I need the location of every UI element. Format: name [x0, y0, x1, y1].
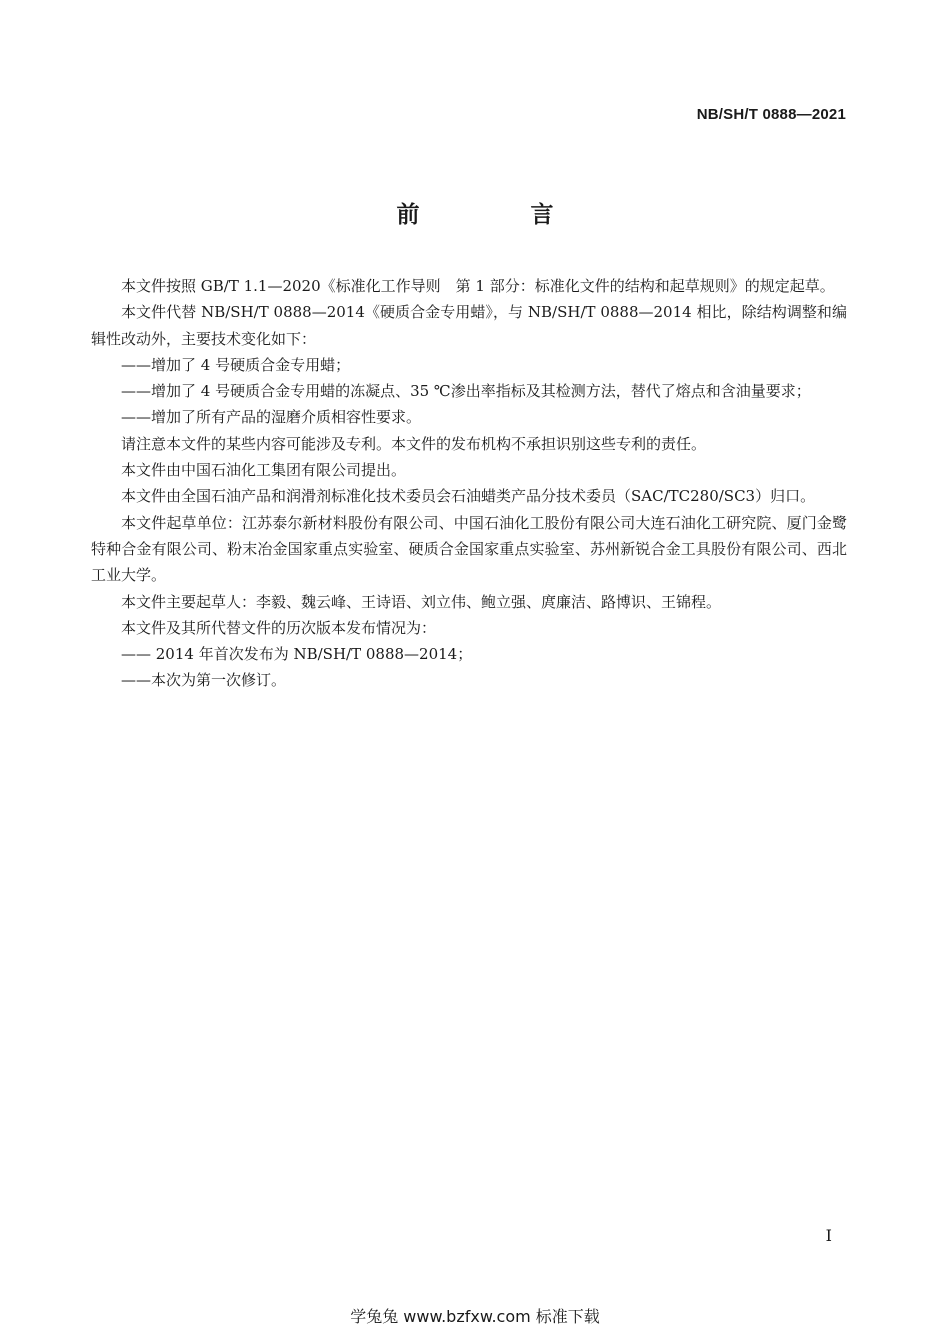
change-item: ——增加了 4 号硬质合金专用蜡；	[121, 355, 351, 374]
paragraph-patent-notice: 请注意本文件的某些内容可能涉及专利。本文件的发布机构不承担识别这些专利的责任。	[121, 434, 707, 453]
paragraph-replaces: 本文件代替 NB/SH/T 0888—2014《硬质合金专用蜡》，与 NB/SH/T 0888—2014 相比，除结构调整和编辑性改动外，主要技术变化如下：	[91, 303, 847, 348]
history-item: —— 2014 年首次发布为 NB/SH/T 0888—2014；	[121, 645, 473, 664]
paragraph-drafters: 本文件主要起草人：李毅、魏云峰、王诗语、刘立伟、鲍立强、庹廉洁、路博识、王锦程。	[121, 592, 722, 611]
page-number: I	[825, 1226, 832, 1245]
foreword-body	[91, 273, 847, 694]
page-title: 前 言	[396, 202, 598, 228]
paragraph-drafting-units: 本文件起草单位：江苏泰尔新材料股份有限公司、中国石油化工股份有限公司大连石油化工研究院、厦门金鹭特种合金有限公司、粉末冶金国家重点实验室、硬质合金国家重点实验室、苏州新锐合金工具股份有限公司、西北工业大学。	[91, 513, 847, 585]
change-item: ——增加了所有产品的湿磨介质相容性要求。	[121, 408, 422, 427]
change-item: ——增加了 4 号硬质合金专用蜡的冻凝点、35 ℃渗出率指标及其检测方法，替代了熔点和含油量要求；	[121, 382, 811, 401]
paragraph-drafting-rule: 本文件按照 GB/T 1.1—2020《标准化工作导则 第 1 部分：标准化文件的结构和起草规则》的规定起草。	[121, 277, 835, 295]
paragraph-history: 本文件及其所代替文件的历次版本发布情况为：	[121, 618, 437, 637]
standard-code: NB/SH/T 0888—2021	[696, 106, 846, 123]
watermark-text: 学兔兔 www.bzfxw.com 标准下载	[350, 1307, 600, 1326]
paragraph-committee: 本文件由全国石油产品和润滑剂标准化技术委员会石油蜡类产品分技术委员（SAC/TC280/SC3）归口。	[121, 487, 816, 506]
history-item: ——本次为第一次修订。	[121, 671, 287, 690]
paragraph-proposer: 本文件由中国石油化工集团有限公司提出。	[121, 461, 407, 480]
